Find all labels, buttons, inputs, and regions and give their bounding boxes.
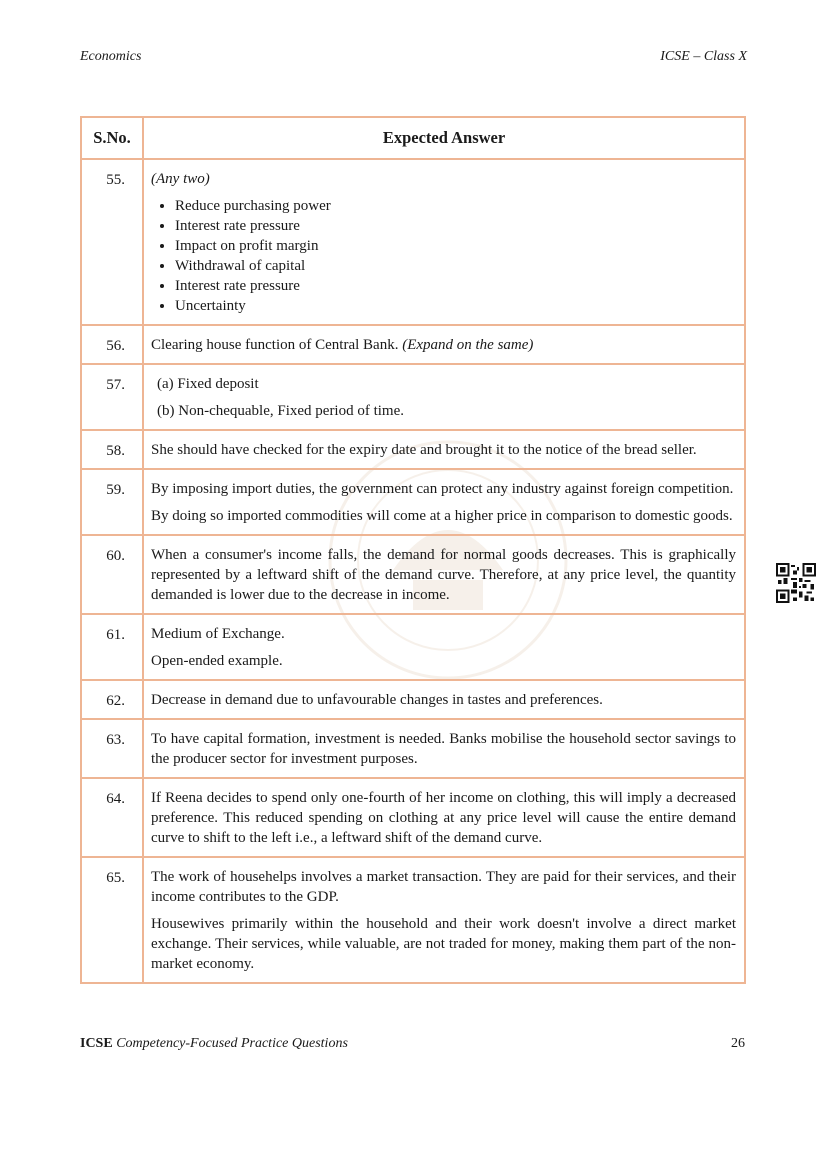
- answer-cell: [143, 778, 745, 857]
- answer-bullet-list: [151, 196, 736, 316]
- question-number: 57.: [81, 364, 143, 430]
- answer-paragraph: The work of househelps involves a market transaction. They are paid for their services, and their income contributes to the GDP.: [151, 869, 736, 905]
- answer-table: [80, 116, 746, 984]
- question-number: 62.: [81, 680, 143, 719]
- bullet-item: • Impact on profit margin: [175, 236, 736, 256]
- answer-paragraph: If Reena decides to spend only one-fourth of her income on clothing, this will imply a decreased preference. This reduced spending on clothing at any price level will cause the entire demand curve to shift to the left i.e., a leftward shift of the demand curve.: [151, 790, 736, 846]
- answer-cell: [143, 430, 745, 469]
- table-row: [81, 680, 745, 719]
- answer-paragraph: When a consumer's income falls, the demand for normal goods decreases. This is graphically represented by a leftward shift of the demand curve. Therefore, at any price level, the quantity demanded is lower due to the decrease in income.: [151, 547, 736, 603]
- answer-cell: [143, 719, 745, 778]
- answer-cell: [143, 857, 745, 983]
- qr-code-icon[interactable]: [776, 563, 816, 603]
- table-row: [81, 364, 745, 430]
- answer-cell: [143, 614, 745, 680]
- footer-brand: ICSE: [80, 1036, 113, 1051]
- bullet-item: • Interest rate pressure: [175, 276, 736, 296]
- answer-paragraph: Open-ended example.: [151, 653, 283, 669]
- table-row: [81, 778, 745, 857]
- question-number: 60.: [81, 535, 143, 614]
- question-number: 58.: [81, 430, 143, 469]
- answer-paragraph: Housewives primarily within the household and their work doesn't involve a direct market exchange. Their services, while valuable, are not traded for money, making them part of the non-market economy.: [151, 916, 736, 972]
- answer-paragraph: By doing so imported commodities will come at a higher price in comparison to domestic goods.: [151, 508, 733, 524]
- answer-cell: [143, 680, 745, 719]
- bullet-item: • Interest rate pressure: [175, 216, 736, 236]
- question-number: 55.: [81, 159, 143, 325]
- question-number: 56.: [81, 325, 143, 364]
- answer-cell: [143, 364, 745, 430]
- answer-subpart: (b) Non-chequable, Fixed period of time.: [157, 403, 405, 419]
- table-row: [81, 469, 745, 535]
- running-header-subject: Economics: [80, 49, 142, 64]
- bullet-item: • Reduce purchasing power: [175, 196, 736, 216]
- answer-paragraph: Decrease in demand due to unfavourable changes in tastes and preferences.: [151, 692, 603, 708]
- table-row: [81, 159, 745, 325]
- answer-cell: [143, 325, 745, 364]
- answer-paragraph: Medium of Exchange.: [151, 626, 285, 642]
- answer-cell: [143, 469, 745, 535]
- answer-note: (Expand on the same): [402, 337, 534, 353]
- table-row: [81, 430, 745, 469]
- table-row: [81, 719, 745, 778]
- answer-instruction: (Any two): [151, 171, 210, 187]
- table-row: [81, 325, 745, 364]
- bullet-item: • Withdrawal of capital: [175, 256, 736, 276]
- answer-cell: [143, 535, 745, 614]
- answer-paragraph: By imposing import duties, the government can protect any industry against foreign competition.: [151, 481, 734, 497]
- answer-main-text: Clearing house function of Central Bank.: [151, 337, 399, 353]
- footer-subtitle: Competency-Focused Practice Questions: [116, 1036, 348, 1051]
- table-row: [81, 535, 745, 614]
- question-number: 63.: [81, 719, 143, 778]
- question-number: 64.: [81, 778, 143, 857]
- table-header-row: [81, 117, 745, 159]
- answer-paragraph: To have capital formation, investment is needed. Banks mobilise the household sector savings to the producer sector for investment purposes.: [151, 731, 736, 767]
- bullet-item: • Uncertainty: [175, 296, 736, 316]
- answer-cell: [143, 159, 745, 325]
- answer-text: [151, 335, 736, 355]
- column-header-sno: S.No.: [81, 117, 143, 159]
- question-number: 61.: [81, 614, 143, 680]
- running-header-class: ICSE – Class X: [660, 49, 747, 64]
- question-number: 59.: [81, 469, 143, 535]
- answer-paragraph: She should have checked for the expiry date and brought it to the notice of the bread seller.: [151, 442, 697, 458]
- table-row: [81, 857, 745, 983]
- footer-title: [80, 1036, 348, 1052]
- table-row: [81, 614, 745, 680]
- column-header-answer: Expected Answer: [143, 117, 745, 159]
- question-number: 65.: [81, 857, 143, 983]
- page-number: 26: [731, 1036, 745, 1051]
- answer-subpart: (a) Fixed deposit: [157, 376, 259, 392]
